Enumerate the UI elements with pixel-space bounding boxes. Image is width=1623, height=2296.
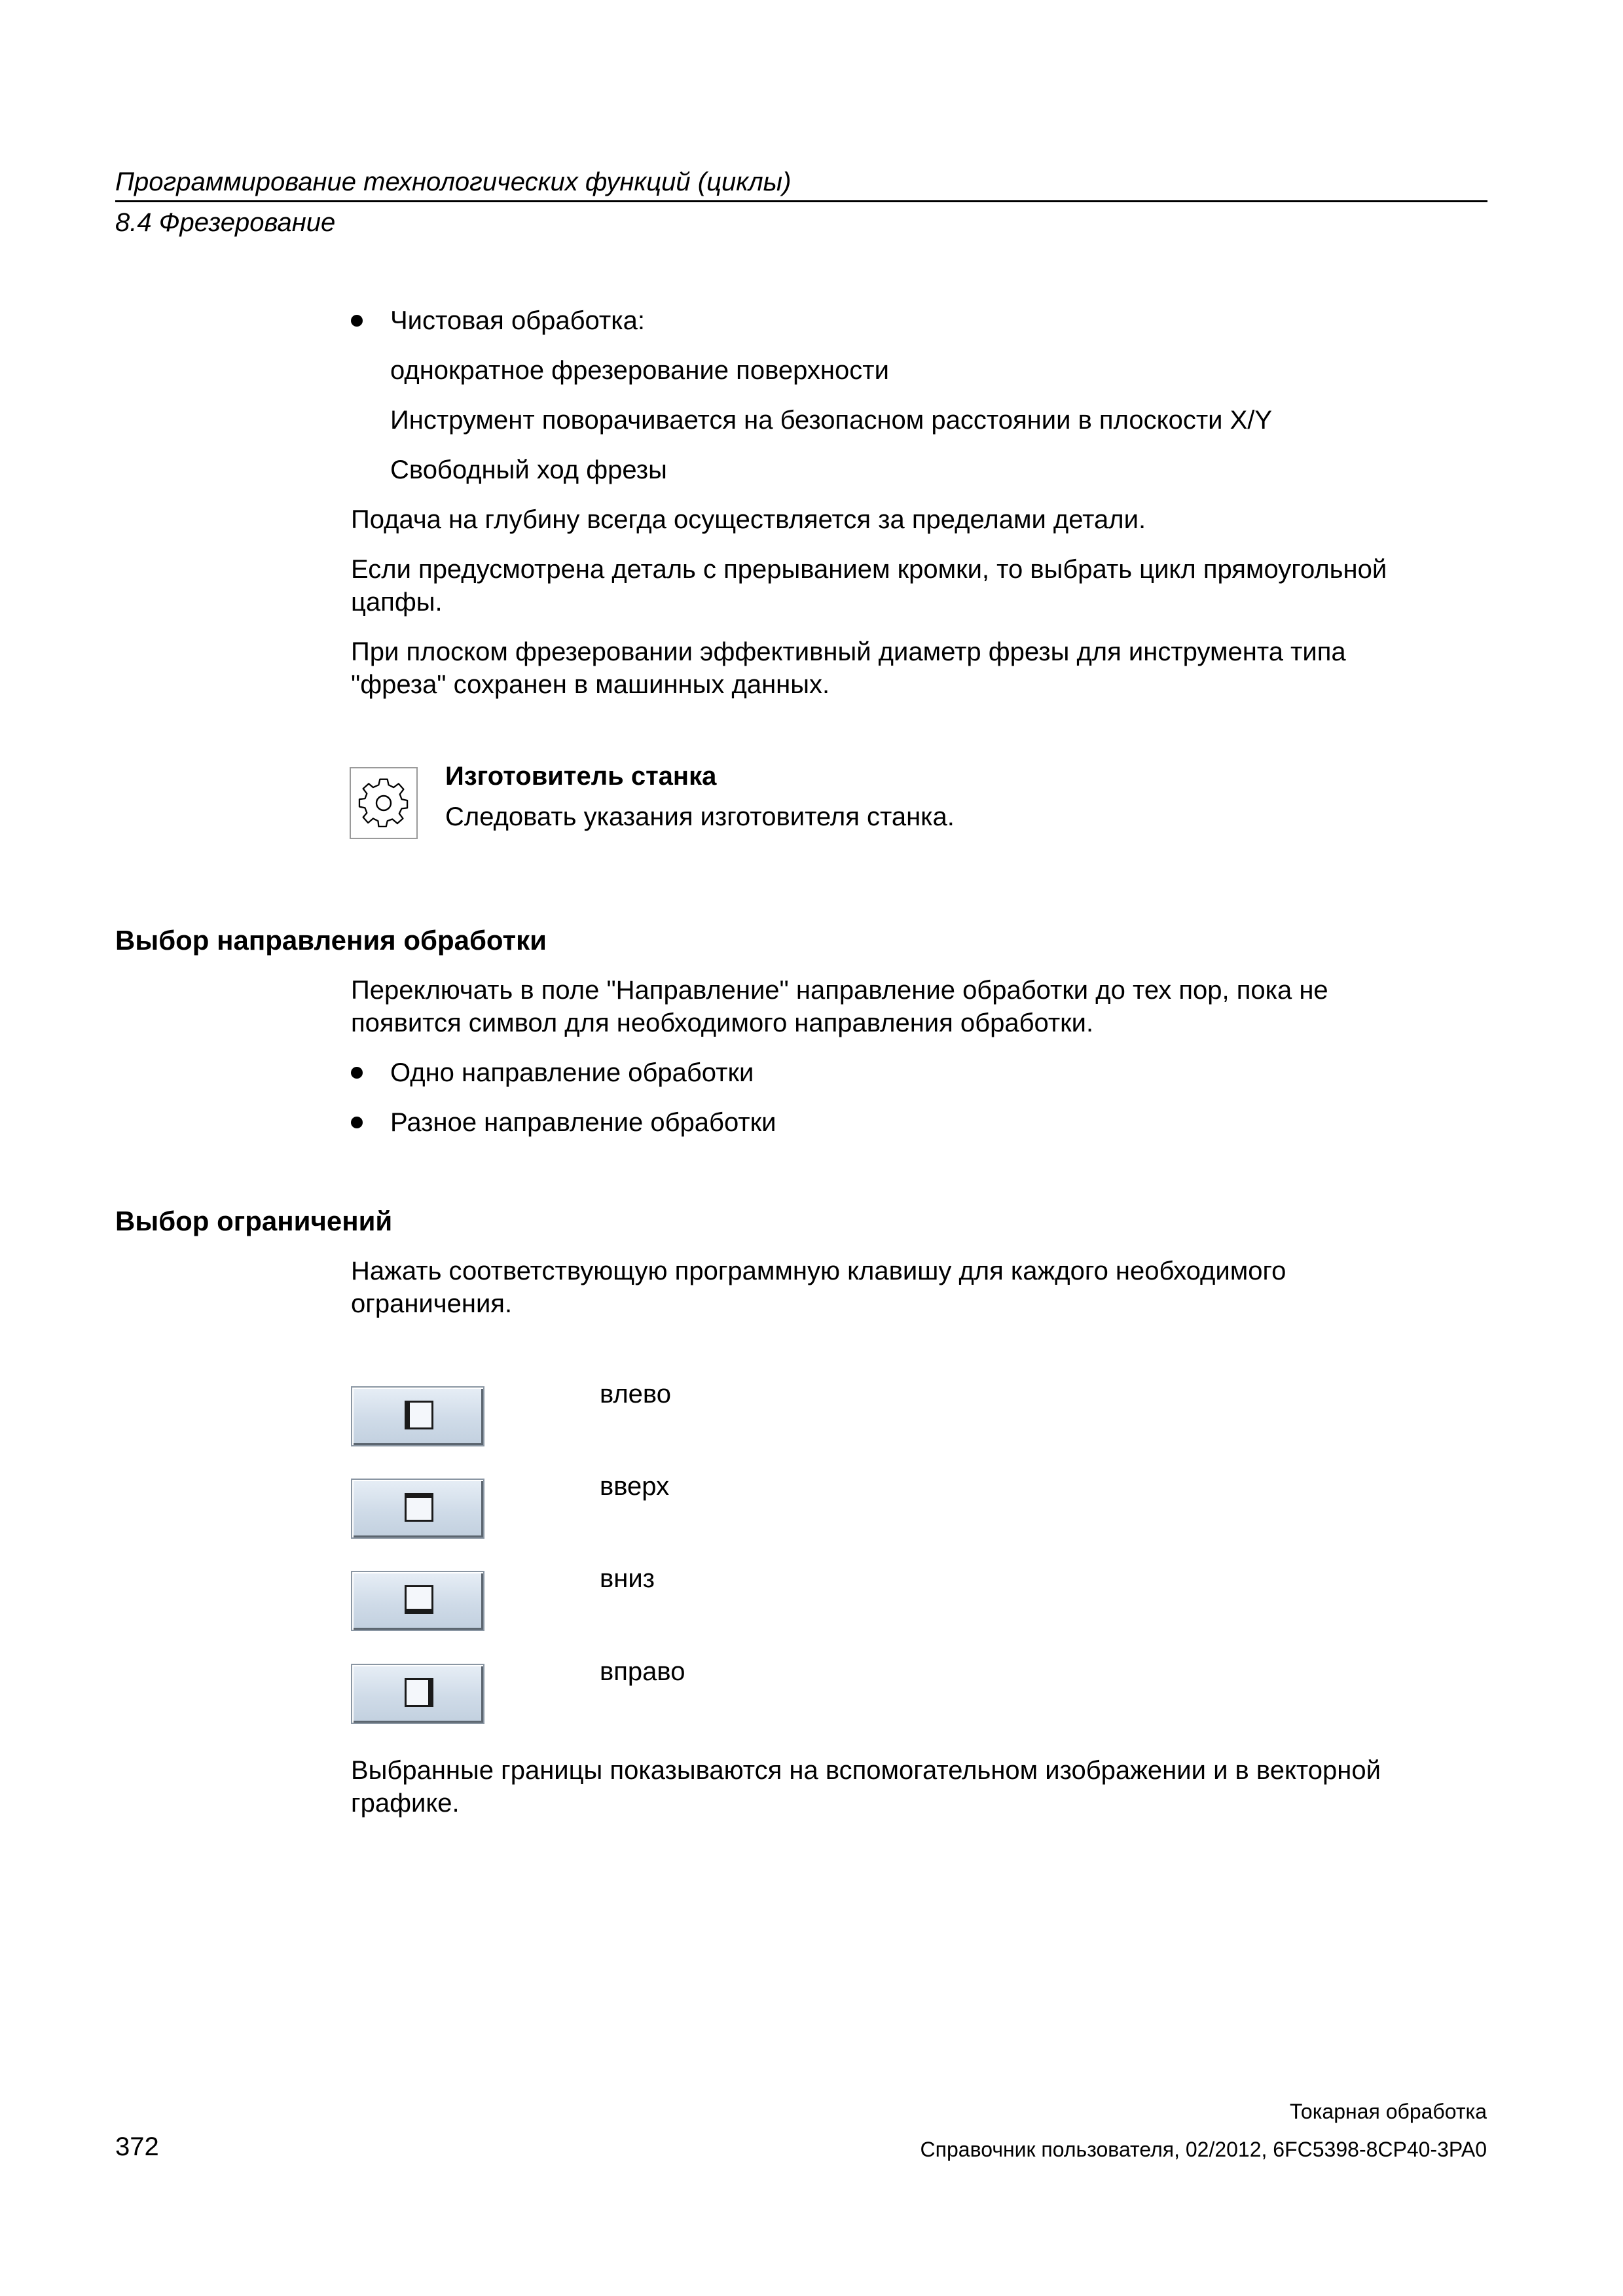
paragraph-line: Переключать в поле "Направление" направление обработки до тех пор, пока не — [351, 976, 1328, 1005]
diameter-paragraph — [351, 636, 1346, 701]
softkey-bottom-label: вниз — [600, 1564, 655, 1593]
bullet-dot — [351, 1067, 363, 1079]
header-rule — [115, 200, 1487, 202]
softkey-left[interactable] — [351, 1386, 484, 1446]
softkey-top[interactable] — [351, 1479, 484, 1539]
note-title: Изготовитель станка — [445, 762, 717, 791]
section-heading-direction: Выбор направления обработки — [115, 925, 547, 956]
finish-line: однократное фрезерование поверхности — [390, 356, 889, 385]
paragraph-line: "фреза" сохранен в машинных данных. — [351, 670, 830, 699]
gear-icon — [350, 767, 418, 839]
paragraph-line: Если предусмотрена деталь с прерыванием кромки, то выбрать цикл прямоугольной — [351, 555, 1387, 584]
direction-bullet: Одно направление обработки — [390, 1058, 754, 1087]
page-number: 372 — [115, 2132, 159, 2161]
paragraph-line: Нажать соответствующую программную клавишу для каждого необходимого — [351, 1257, 1286, 1285]
paragraph-line: появится символ для необходимого направления обработки. — [351, 1009, 1094, 1037]
running-header-section: 8.4 Фрезерование — [115, 208, 336, 237]
paragraph-line: При плоском фрезеровании эффективный диаметр фрезы для инструмента типа — [351, 637, 1346, 666]
finish-bullet-text: Чистовая обработка: — [390, 306, 645, 335]
softkey-top-label: вверх — [600, 1472, 670, 1501]
finish-line: Свободный ход фрезы — [390, 456, 667, 484]
interrupt-paragraph — [351, 553, 1387, 619]
footer-reference: Справочник пользователя, 02/2012, 6FC5398-8CP40-3PA0 — [920, 2138, 1487, 2161]
limit-right-icon — [405, 1678, 433, 1707]
paragraph-line: графике. — [351, 1789, 460, 1818]
softkey-bottom[interactable] — [351, 1571, 484, 1631]
feed-paragraph: Подача на глубину всегда осуществляется за пределами детали. — [351, 505, 1146, 534]
paragraph-line: ограничения. — [351, 1289, 513, 1318]
limit-bottom-icon — [405, 1585, 433, 1614]
footer-book-title: Токарная обработка — [1289, 2100, 1487, 2123]
bullet-dot — [351, 1117, 363, 1128]
limit-top-icon — [405, 1493, 433, 1522]
softkey-right-label: вправо — [600, 1657, 685, 1686]
direction-bullet: Разное направление обработки — [390, 1108, 776, 1137]
softkey-right[interactable] — [351, 1664, 484, 1724]
finish-line: Инструмент поворачивается на безопасном расстоянии в плоскости X/Y — [390, 406, 1273, 435]
direction-paragraph — [351, 974, 1328, 1039]
limit-left-icon — [405, 1401, 433, 1429]
note-text: Следовать указания изготовителя станка. — [445, 802, 955, 831]
running-header-title: Программирование технологических функций (циклы) — [115, 168, 792, 196]
paragraph-line: Выбранные границы показываются на вспомогательном изображении и в векторной — [351, 1756, 1381, 1785]
paragraph-line: цапфы. — [351, 588, 443, 617]
limits-closing-paragraph — [351, 1754, 1381, 1820]
limits-paragraph — [351, 1255, 1286, 1320]
section-heading-limits: Выбор ограничений — [115, 1206, 393, 1236]
bullet-dot — [351, 315, 363, 327]
softkey-left-label: влево — [600, 1380, 671, 1408]
